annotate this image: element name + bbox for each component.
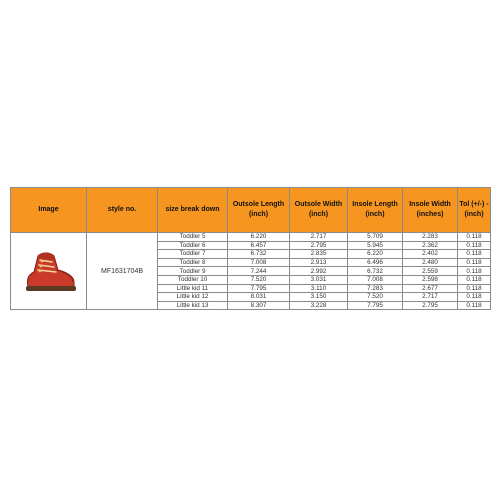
table-row — [11, 233, 491, 242]
header-style-no: style no. — [87, 188, 158, 233]
product-image-cell — [11, 233, 87, 310]
outsole-width-cell: 2.835 — [290, 250, 348, 259]
insole-length-cell: 6.220 — [348, 250, 403, 259]
header-insole-length: Insole Length (inch) — [348, 188, 403, 233]
insole-width-cell: 2.717 — [403, 293, 458, 302]
insole-length-cell: 6.732 — [348, 267, 403, 276]
style-no-cell: MF1631704B — [87, 233, 158, 310]
boot-icon — [20, 248, 78, 294]
size-cell: Little kid 11 — [158, 284, 228, 293]
outsole-length-cell: 7.008 — [228, 258, 290, 267]
header-outsole-length: Outsole Length (inch) — [228, 188, 290, 233]
outsole-width-cell: 3.031 — [290, 275, 348, 284]
outsole-width-cell: 3.228 — [290, 301, 348, 310]
tolerance-cell: 0.118 — [458, 267, 491, 276]
tolerance-cell: 0.118 — [458, 284, 491, 293]
size-cell: Toddler 8 — [158, 258, 228, 267]
insole-width-cell: 2.677 — [403, 284, 458, 293]
tolerance-cell: 0.118 — [458, 241, 491, 250]
insole-length-cell: 6.496 — [348, 258, 403, 267]
insole-width-cell: 2.480 — [403, 258, 458, 267]
insole-length-cell: 5.709 — [348, 233, 403, 242]
size-cell: Toddler 10 — [158, 275, 228, 284]
header-image: Image — [11, 188, 87, 233]
outsole-width-cell: 2.913 — [290, 258, 348, 267]
outsole-length-cell: 6.732 — [228, 250, 290, 259]
outsole-length-cell: 8.031 — [228, 293, 290, 302]
tolerance-cell: 0.118 — [458, 258, 491, 267]
insole-length-cell: 5.945 — [348, 241, 403, 250]
outsole-width-cell: 3.110 — [290, 284, 348, 293]
size-cell: Toddler 6 — [158, 241, 228, 250]
tolerance-cell: 0.118 — [458, 301, 491, 310]
header-row — [11, 188, 491, 233]
tolerance-cell: 0.118 — [458, 275, 491, 284]
outsole-length-cell: 8.307 — [228, 301, 290, 310]
header-insole-width: Insole Width (inches) — [403, 188, 458, 233]
insole-length-cell: 7.008 — [348, 275, 403, 284]
outsole-width-cell: 3.150 — [290, 293, 348, 302]
size-chart — [10, 187, 490, 310]
outsole-width-cell: 2.992 — [290, 267, 348, 276]
outsole-width-cell: 2.717 — [290, 233, 348, 242]
insole-length-cell: 7.520 — [348, 293, 403, 302]
outsole-length-cell: 7.795 — [228, 284, 290, 293]
outsole-length-cell: 7.520 — [228, 275, 290, 284]
insole-width-cell: 2.795 — [403, 301, 458, 310]
insole-width-cell: 2.559 — [403, 267, 458, 276]
size-cell: Toddler 5 — [158, 233, 228, 242]
insole-length-cell: 7.795 — [348, 301, 403, 310]
size-cell: Toddler 9 — [158, 267, 228, 276]
outsole-length-cell: 6.220 — [228, 233, 290, 242]
tolerance-cell: 0.118 — [458, 250, 491, 259]
insole-width-cell: 2.402 — [403, 250, 458, 259]
insole-width-cell: 2.598 — [403, 275, 458, 284]
size-chart-table — [10, 187, 491, 310]
header-outsole-width: Outsole Width (inch) — [290, 188, 348, 233]
tolerance-cell: 0.118 — [458, 233, 491, 242]
header-tolerance: Tol (+/-) -(inch) — [458, 188, 491, 233]
insole-width-cell: 2.283 — [403, 233, 458, 242]
outsole-length-cell: 6.457 — [228, 241, 290, 250]
insole-width-cell: 2.362 — [403, 241, 458, 250]
size-cell: Toddler 7 — [158, 250, 228, 259]
size-cell: Little kid 13 — [158, 301, 228, 310]
tolerance-cell: 0.118 — [458, 293, 491, 302]
header-size-break-down: size break down — [158, 188, 228, 233]
outsole-length-cell: 7.244 — [228, 267, 290, 276]
size-cell: Little kid 12 — [158, 293, 228, 302]
insole-length-cell: 7.283 — [348, 284, 403, 293]
outsole-width-cell: 2.795 — [290, 241, 348, 250]
